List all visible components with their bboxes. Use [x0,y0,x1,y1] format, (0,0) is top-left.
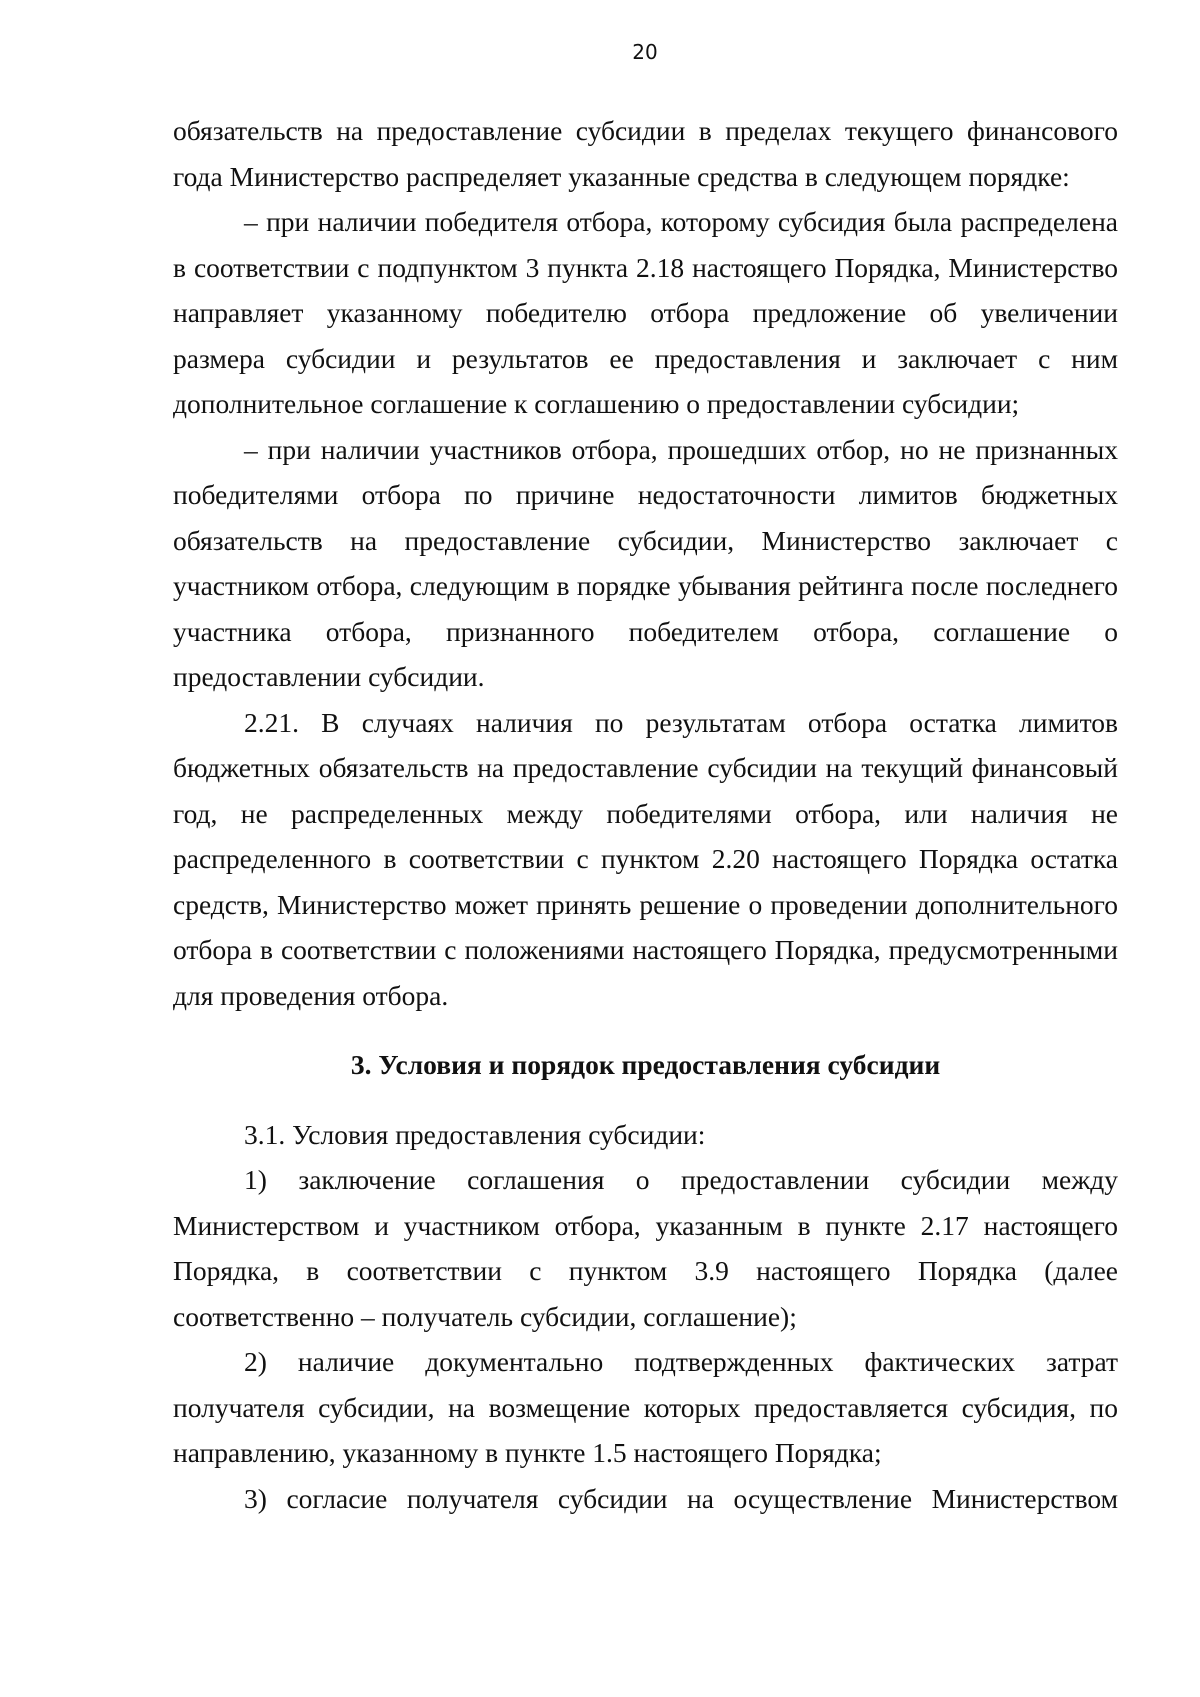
paragraph-continued: обязательств на предоставление субсидии в пределах текущего финансового года Министерство распределяет указанные средства в следующем порядке: [173,115,1118,192]
paragraph-condition-3: 3) согласие получателя субсидии на осуществление Министерством [244,1482,1118,1514]
page-number: 20 [632,40,658,64]
paragraph-2-21: 2.21. В случаях наличия по результатам отбора остатка лимитов бюджетных обязательств на предоставление субсидии на текущий финансовый год, не распределенных между победителями отбора, или наличия не распределенного в соответствии с пунктом 2.20 настоящего Порядка остатка средств, Министерство может принять решение о проведении дополнительного отбора в соответствии с положениями настоящего Порядка, предусмотренными для проведения отбора. [173,706,1118,1011]
paragraph-3-1: 3.1. Условия предоставления субсидии: [244,1118,706,1150]
document-body [173,108,1118,1521]
paragraph-condition-2: 2) наличие документально подтвержденных фактических затрат получателя субсидии, на возмещение которых предоставляется субсидия, по направлению, указанному в пункте 1.5 настоящего Порядка; [173,1346,1118,1468]
paragraph-condition-1: 1) заключение соглашения о предоставлении субсидии между Министерством и участником отбора, указанным в пункте 2.17 настоящего Порядка, в соответствии с пунктом 3.9 настоящего Порядка (далее соответственно – получатель субсидии, соглашение); [173,1164,1118,1332]
section-heading: 3. Условия и порядок предоставления субсидии [350,1049,941,1080]
paragraph-winner-case: – при наличии победителя отбора, которому субсидия была распределена в соответствии с подпунктом 3 пункта 2.18 настоящего Порядка, Министерство направляет указанному победителю отбора предложение об увеличении размера субсидии и результатов ее предоставления и заключает с ним дополнительное соглашение к соглашению о предоставлении субсидии; [173,206,1118,419]
paragraph-participants-case: – при наличии участников отбора, прошедших отбор, но не признанных победителями отбора по причине недостаточности лимитов бюджетных обязательств на предоставление субсидии, Министерство заключает с участником отбора, следующим в порядке убывания рейтинга после последнего участника отбора, признанного победителем отбора, соглашение о предоставлении субсидии. [173,433,1118,692]
